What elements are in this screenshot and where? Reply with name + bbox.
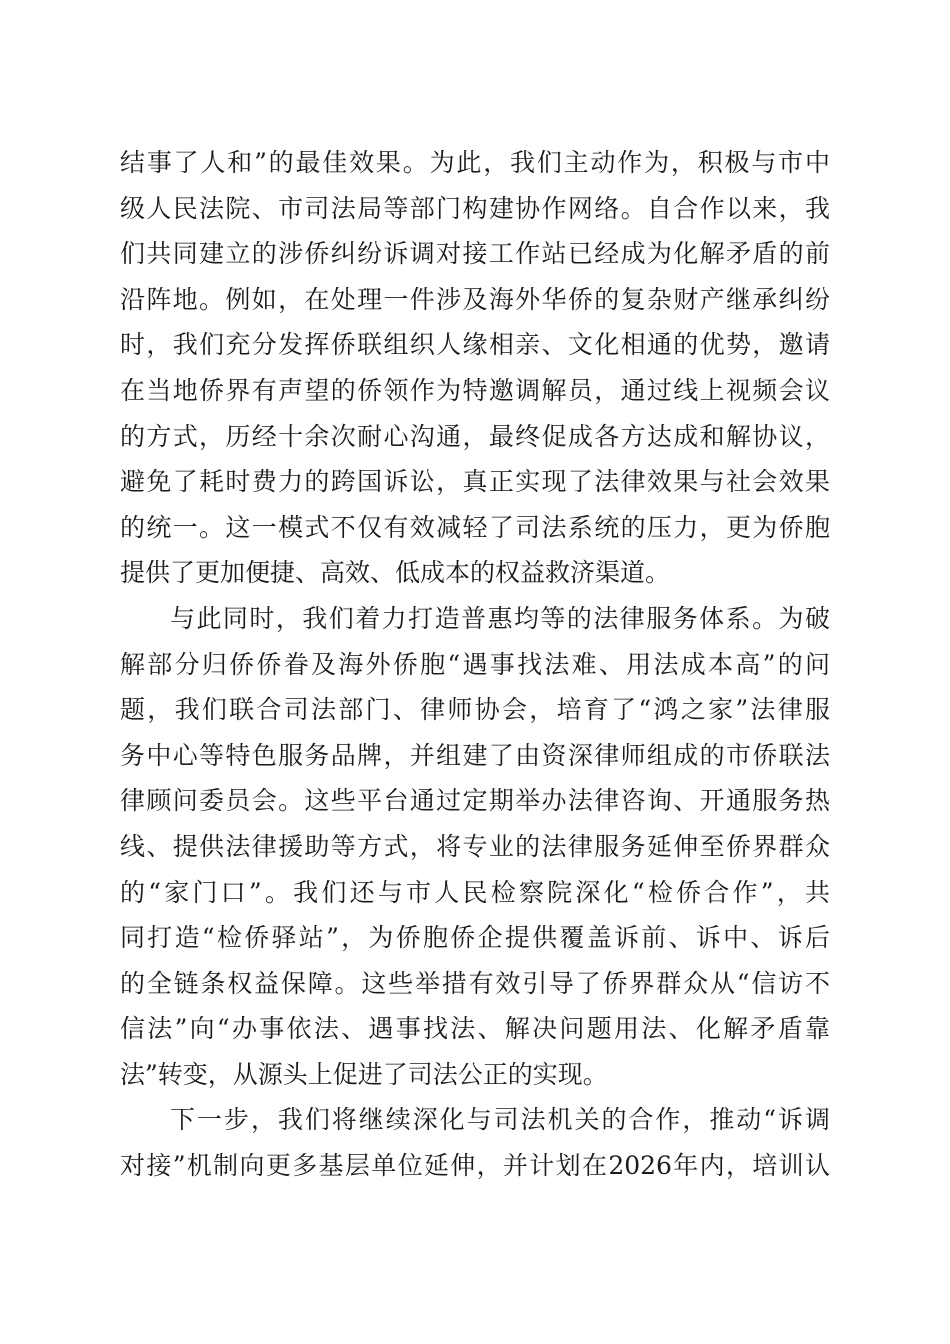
text-line: 法”转变，从源头上促进了司法公正的实现。	[120, 1059, 608, 1089]
text-line: 同打造“检侨驿站”，为侨胞侨企提供覆盖诉前、诉中、诉后	[120, 923, 830, 953]
paragraph-1	[120, 140, 830, 596]
text-line: 提供了更加便捷、高效、低成本的权益救济渠道。	[120, 558, 671, 588]
text-line: 下一步，我们将继续深化与司法机关的合作，推动“诉调	[170, 1105, 830, 1135]
text-line: 信法”向“办事依法、遇事找法、解决问题用法、化解矛盾靠	[120, 1014, 830, 1044]
text-line: 的全链条权益保障。这些举措有效引导了侨界群众从“信访不	[120, 968, 830, 998]
text-line: 沿阵地。例如，在处理一件涉及海外华侨的复杂财产继承纠纷	[120, 284, 830, 314]
text-line: 的方式，历经十余次耐心沟通，最终促成各方达成和解协议，	[120, 421, 830, 451]
document-body	[120, 140, 830, 1189]
text-line: 避免了耗时费力的跨国诉讼，真正实现了法律效果与社会效果	[120, 467, 830, 497]
text-line: 们共同建立的涉侨纠纷诉调对接工作站已经成为化解矛盾的前	[120, 239, 830, 269]
text-line: 级人民法院、市司法局等部门构建协作网络。自合作以来，我	[120, 193, 830, 223]
text-line: 在当地侨界有声望的侨领作为特邀调解员，通过线上视频会议	[120, 375, 830, 405]
text-line: 对接”机制向更多基层单位延伸，并计划在2026年内，培训认	[120, 1151, 830, 1181]
text-line: 题，我们联合司法部门、律师协会，培育了“鸿之家”法律服	[120, 695, 830, 725]
text-line: 务中心等特色服务品牌，并组建了由资深律师组成的市侨联法	[120, 740, 830, 770]
paragraph-2	[120, 596, 830, 1098]
text-line: 的“家门口”。我们还与市人民检察院深化“检侨合作”，共	[120, 877, 830, 907]
text-line: 律顾问委员会。这些平台通过定期举办法律咨询、开通服务热	[120, 786, 830, 816]
text-line: 解部分归侨侨眷及海外侨胞“遇事找法难、用法成本高”的问	[120, 649, 830, 679]
paragraph-3	[120, 1097, 830, 1188]
text-line: 的统一。这一模式不仅有效减轻了司法系统的压力，更为侨胞	[120, 512, 830, 542]
text-line: 与此同时，我们着力打造普惠均等的法律服务体系。为破	[170, 603, 830, 633]
text-line: 时，我们充分发挥侨联组织人缘相亲、文化相通的优势，邀请	[120, 330, 830, 360]
text-line: 结事了人和”的最佳效果。为此，我们主动作为，积极与市中	[120, 148, 830, 177]
text-line: 线、提供法律援助等方式，将专业的法律服务延伸至侨界群众	[120, 831, 830, 861]
